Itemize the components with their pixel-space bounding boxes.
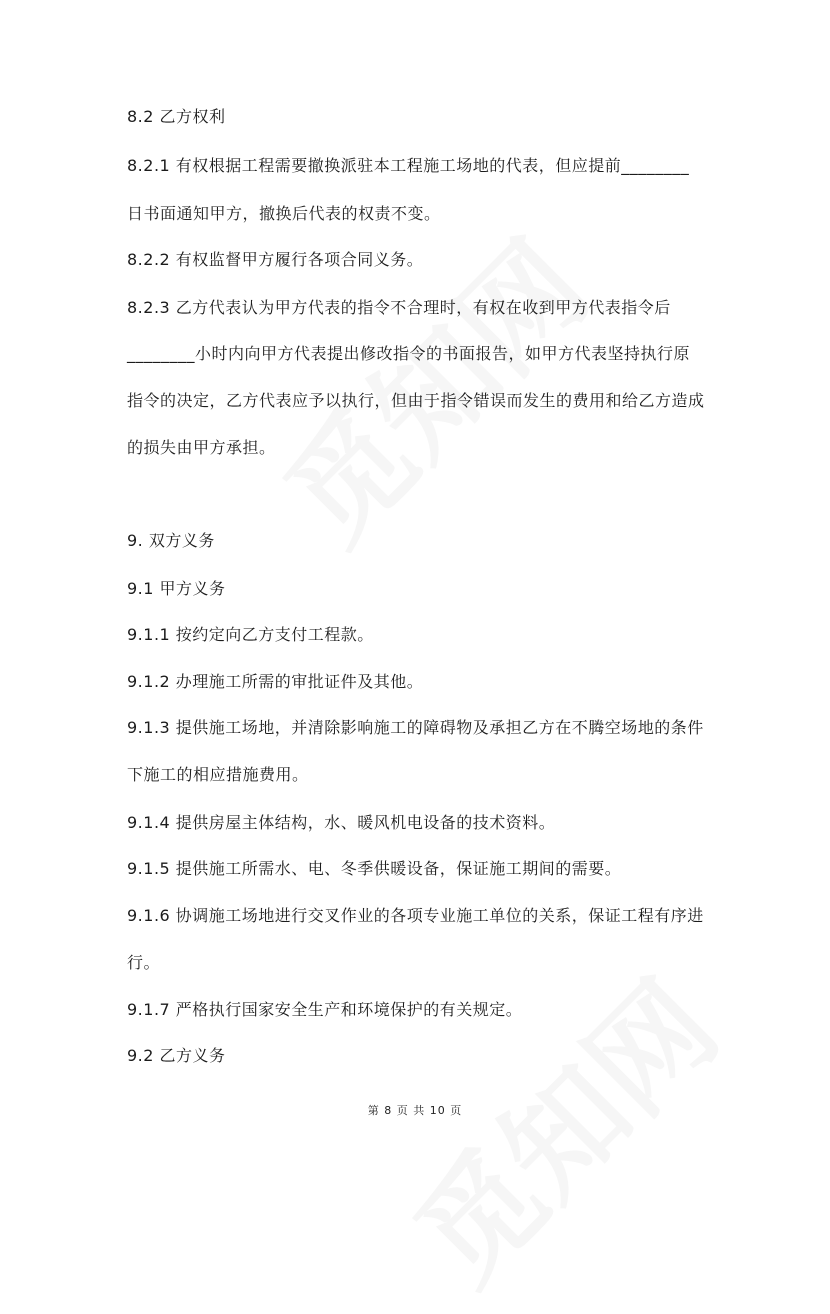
clause-9-1-6-cont: 行。 [127,953,161,972]
clause-8-2-1: 8.2.1 有权根据工程需要撤换派驻本工程施工场地的代表，但应提前________ [127,156,690,175]
clause-8-2-3-cont-1: ________小时内向甲方代表提出修改指令的书面报告，如甲方代表坚持执行原 [127,344,691,363]
clause-9-1-7: 9.1.7 严格执行国家安全生产和环境保护的有关规定。 [127,1000,523,1019]
page-footer: 第 8 页 共 10 页 [367,1104,463,1117]
section-heading-9-2: 9.2 乙方义务 [127,1046,226,1065]
clause-9-1-5: 9.1.5 提供施工所需水、电、冬季供暖设备，保证施工期间的需要。 [127,859,622,878]
clause-8-2-3-cont-2: 指令的决定，乙方代表应予以执行，但由于指令错误而发生的费用和给乙方造成 [127,391,705,410]
section-heading-9: 9. 双方义务 [127,531,215,550]
watermark [372,938,748,1314]
clause-9-1-2: 9.1.2 办理施工所需的审批证件及其他。 [127,672,424,691]
clause-8-2-2: 8.2.2 有权监督甲方履行各项合同义务。 [127,250,424,269]
clause-8-2-3: 8.2.3 乙方代表认为甲方代表的指令不合理时，有权在收到甲方代表指令后 [127,298,671,317]
clause-8-2-3-cont-3: 的损失由甲方承担。 [127,438,276,457]
section-heading-9-1: 9.1 甲方义务 [127,579,226,598]
clause-9-1-1: 9.1.1 按约定向乙方支付工程款。 [127,625,374,644]
clause-9-1-3: 9.1.3 提供施工场地，并清除影响施工的障碍物及承担乙方在不腾空场地的条件 [127,718,704,737]
clause-9-1-4: 9.1.4 提供房屋主体结构，水、暖风机电设备的技术资料。 [127,813,556,832]
clause-9-1-3-cont: 下施工的相应措施费用。 [127,765,309,784]
clause-9-1-6: 9.1.6 协调施工场地进行交叉作业的各项专业施工单位的关系，保证工程有序进 [127,906,704,925]
clause-8-2-1-cont: 日书面通知甲方，撤换后代表的权责不变。 [127,204,441,223]
section-heading-8-2: 8.2 乙方权利 [127,107,226,126]
